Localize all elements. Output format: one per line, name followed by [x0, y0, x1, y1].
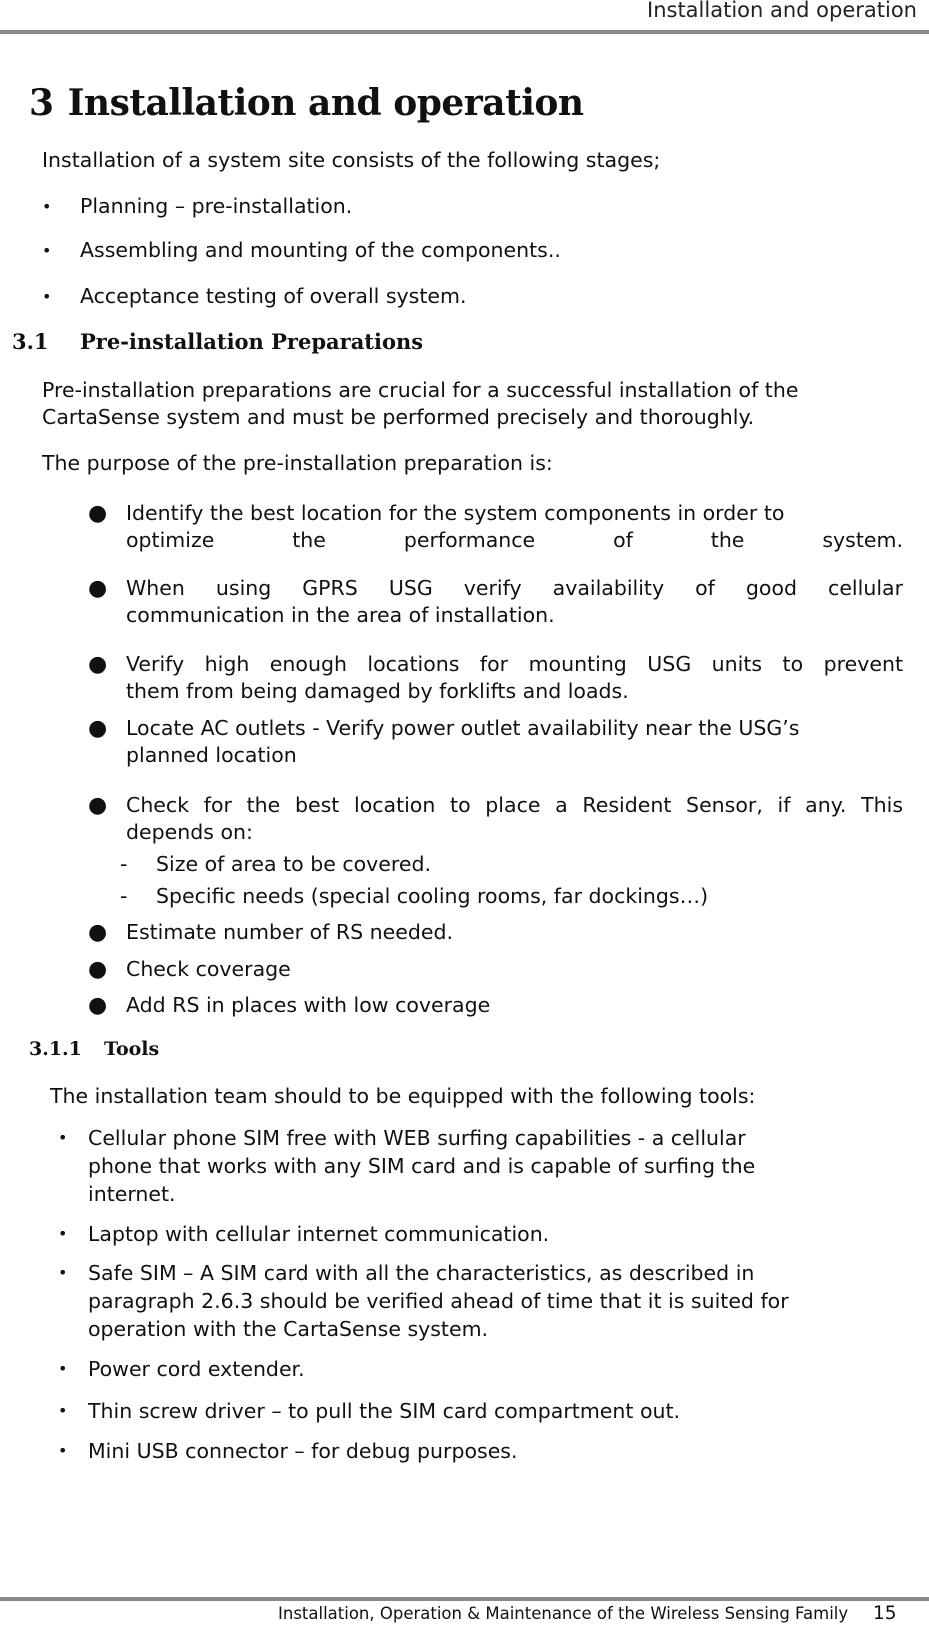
purpose-item: ● Identify the best location for the system components in order to optimize the performance of the system. [88, 501, 903, 552]
chapter-number: 3 [29, 82, 54, 124]
purpose-item: ● Add RS in places with low coverage [88, 993, 491, 1018]
tool-item: • Safe SIM – A SIM card with all the characteristics, as described in paragraph 2.6.3 should be verified ahead of time that it is suited for operation with the CartaSense system. [58, 1261, 789, 1341]
bullet-icon: ● [88, 920, 108, 945]
bullet-icon: • [58, 1128, 68, 1147]
bullet-icon: ● [88, 716, 108, 741]
tool-item: • Laptop with cellular internet communication. [58, 1222, 550, 1246]
purpose-item: ● When using GPRS USG verify availability of good cellular communication in the area of installation. [88, 576, 903, 627]
purpose-item: ● Check coverage [88, 957, 291, 982]
header-rule [0, 30, 929, 34]
bullet-icon: ● [88, 652, 108, 677]
purpose-item: ● Estimate number of RS needed. [88, 920, 454, 945]
tool-item: • Mini USB connector – for debug purposes. [58, 1439, 518, 1463]
intro-paragraph: Installation of a system site consists of the following stages; [42, 148, 661, 172]
page-number: 15 [873, 1603, 897, 1624]
section-3-1-paragraph-1: Pre-installation preparations are crucial for a successful installation of the CartaSense system and must be performed precisely and thoroughly. [42, 378, 799, 429]
bullet-icon: ● [88, 957, 108, 982]
bullet-icon: • [58, 1401, 68, 1420]
section-3-1-paragraph-2: The purpose of the pre-installation preparation is: [42, 451, 553, 475]
tool-item: • Cellular phone SIM free with WEB surfing capabilities - a cellular phone that works with any SIM card and is capable of surfing the internet. [58, 1126, 756, 1206]
chapter-title: Installation and operation [67, 82, 584, 124]
bullet-icon: • [58, 1359, 68, 1378]
tools-intro: The installation team should to be equipped with the following tools: [50, 1084, 756, 1108]
bullet-icon: ● [88, 501, 108, 526]
footer-rule [0, 1597, 929, 1601]
dash-icon: - [120, 884, 128, 908]
tool-item: • Thin screw driver – to pull the SIM card compartment out. [58, 1399, 681, 1423]
footer-text: Installation, Operation & Maintenance of the Wireless Sensing Family [278, 1604, 849, 1623]
bullet-icon: • [58, 1224, 68, 1243]
bullet-icon: • [42, 287, 52, 306]
running-header: Installation and operation [647, 0, 917, 22]
bullet-icon: ● [88, 793, 108, 818]
bullet-icon: • [42, 241, 52, 260]
bullet-icon: • [42, 197, 52, 216]
section-heading-3-1: 3.1 Pre-installation Preparations [12, 329, 424, 354]
tool-item: • Power cord extender. [58, 1357, 305, 1381]
bullet-icon: • [58, 1441, 68, 1460]
section-heading-3-1-1: 3.1.1 Tools [29, 1038, 160, 1060]
chapter-heading [29, 82, 584, 124]
purpose-item: ● Locate AC outlets - Verify power outlet availability near the USG’s planned location [88, 716, 800, 767]
purpose-item: ● Check for the best location to place a Resident Sensor, if any. This depends on: [88, 793, 903, 844]
dash-icon: - [120, 852, 128, 876]
bullet-icon: ● [88, 576, 108, 601]
bullet-icon: • [58, 1263, 68, 1282]
bullet-icon: ● [88, 993, 108, 1018]
purpose-item: ● Verify high enough locations for mounting USG units to prevent them from being damaged by forklifts and loads. [88, 652, 903, 703]
